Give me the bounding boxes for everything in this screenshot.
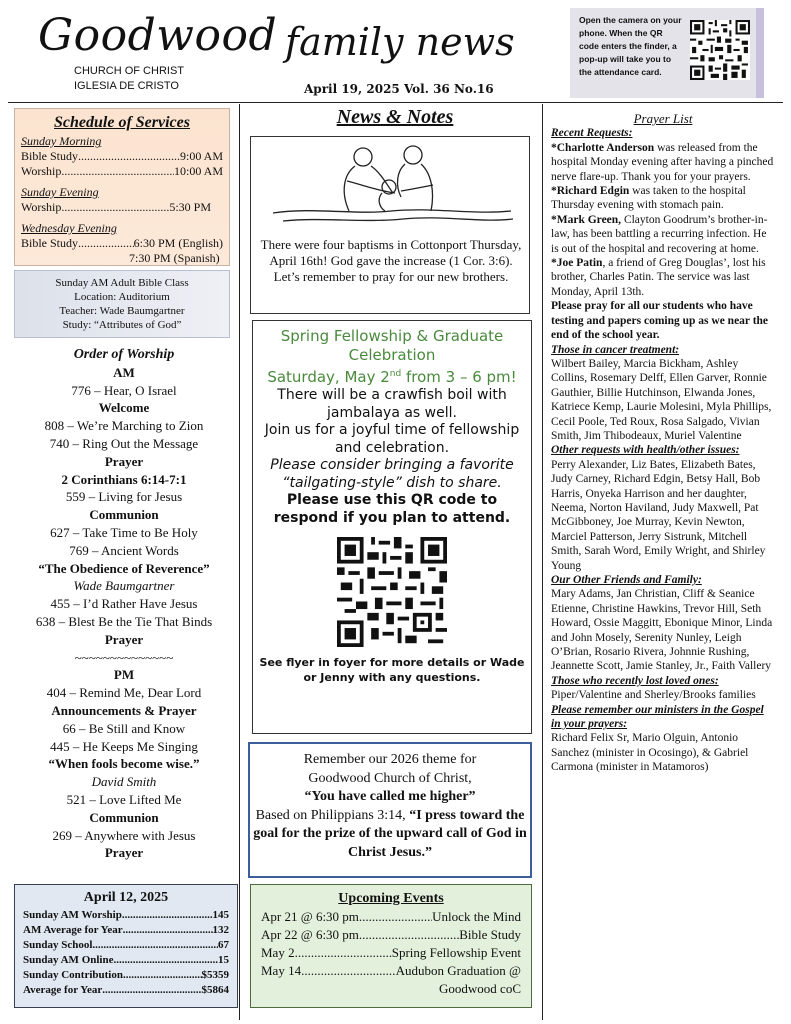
fellowship-qr-note: Please use this QR code to respond if you plan to attend. <box>273 492 511 526</box>
prayer-request: *Joe Patin, a friend of Greg Douglas’, lost his brother, Charles Patin. The service was last Monday, April 13th. <box>551 257 766 298</box>
schedule-time: 7:30 PM (Spanish) <box>129 251 220 265</box>
pm-heading: PM <box>113 667 135 683</box>
attendance-qr-panel <box>570 8 764 98</box>
prayer-list <box>551 112 775 775</box>
baptism-notice <box>250 136 530 314</box>
issue-date: April 19, 2025 Vol. 36 No.16 <box>304 82 494 96</box>
sermon-title: “The Obedience of Reverence” <box>38 560 210 576</box>
stats-date: April 12, 2025 <box>83 890 169 905</box>
event-name: Spring Fellowship Event <box>391 945 521 960</box>
cancer-heading: Those in cancer treatment: <box>551 343 680 356</box>
event-date: May 2 <box>261 945 295 960</box>
stat-row <box>23 968 229 983</box>
fellowship-footer: See flyer in foyer for more details or Wade or Jenny with any questions. <box>259 656 525 684</box>
speaker-name: David Smith <box>91 774 157 790</box>
schedule-time: 10:00 AM <box>173 164 223 178</box>
sunday-morning-heading: Sunday Morning <box>21 134 102 148</box>
schedule-title: Schedule of Services <box>54 114 190 131</box>
prayer-request: *Richard Edgin was taken to the hospital Thursday evening with stomach pain. <box>551 185 746 212</box>
adult-class-location: Location: Auditorium <box>74 291 170 303</box>
upcoming-events-box <box>250 884 532 1008</box>
health-heading: Other requests with health/other issues: <box>551 444 740 457</box>
schedule-time: 9:00 AM <box>179 149 223 163</box>
worship-item: 2 Corinthians 6:14-7:1 <box>61 471 187 487</box>
theme-scripture: Based on Philippians 3:14, “I press toward the goal for the prize of the upward call of God in Christ Jesus.” <box>253 807 527 860</box>
events-title: Upcoming Events <box>338 891 444 906</box>
schedule-time: 6:30 PM (English) <box>133 236 223 250</box>
adult-class-title: Sunday AM Adult Bible Class <box>55 277 189 289</box>
sermon-title: “When fools become wise.” <box>48 756 200 772</box>
schedule-time: 5:30 PM <box>169 200 211 214</box>
fellowship-invite: Join us for a joyful time of fellowship and celebration. <box>264 422 520 456</box>
event-row <box>261 962 521 980</box>
schedule-row <box>21 200 223 215</box>
worship-item: 769 – Ancient Words <box>69 542 179 558</box>
schedule-label: Worship <box>21 200 62 214</box>
ministers-heading: Please remember our ministers in the Gospel in your prayers: <box>551 703 764 731</box>
stat-value: $5359 <box>201 969 229 981</box>
theme-line-1: Remember our 2026 theme for <box>303 752 477 767</box>
event-name: Bible Study <box>459 927 521 942</box>
order-of-worship <box>8 346 240 862</box>
students-request: Please pray for all our students who have testing and papers coming up as we near the end of the school year. <box>551 300 769 342</box>
friends-list: Mary Adams, Jan Christian, Cliff & Seanice Etienne, Christine Hawkins, Trevor Hill, Seth Howard, Ossie Maggitt, Ebonique Minor, Linda and John Mosely, Serenity Nunley, Leigh O’Brian, Rosario Rivera, Johnnie Rushing, Jeannette Scott, Jamie Stanley, Jr., Faith Vallery <box>551 588 773 673</box>
event-row <box>261 908 521 926</box>
stat-value: 15 <box>218 954 229 966</box>
schedule-row <box>21 236 223 251</box>
yearly-theme-box <box>248 742 532 878</box>
stat-label: Average for Year <box>23 984 103 996</box>
worship-item: Announcements & Prayer <box>51 702 197 718</box>
worship-item: Welcome <box>98 400 150 416</box>
ministers-list: Richard Felix Sr, Mario Olguin, Antonio Sanchez (minister in Ocosingo), & Gabriel Carmona (minister in Matamoros) <box>551 732 749 774</box>
prayer-request: *Mark Green, Clayton Goodrum’s brother-in-law, has been battling a recurring infection. He is out of the hospital and recovering at home. <box>551 213 768 255</box>
fellowship-date: Saturday, May 2nd from 3 – 6 pm! <box>267 368 517 386</box>
health-list: Perry Alexander, Liz Bates, Elizabeth Bates, Judy Carney, Richard Edgin, Betsy Hall, Bob Harris, Onyeka Harrison and her daughter, Neema, Norton Haviland, Judy Maxwell, Pat McGibboney, Joe Murray, Kevin Newton, Marciel Patterson, Jerry Sistrunk, Mitchell Smith, Sarah Word, Emily Wright, and Shirley Young <box>551 458 766 572</box>
fellowship-dish: Please consider bringing a favorite “tailgating-style” dish to share. <box>270 457 514 491</box>
adult-class-study: Study: “Attributes of God” <box>62 319 182 331</box>
worship-item: 521 – Love Lifted Me <box>66 791 182 807</box>
friends-heading: Our Other Friends and Family: <box>551 574 702 586</box>
event-location: Goodwood coC <box>439 981 521 996</box>
event-date: Apr 22 @ 6:30 pm <box>261 927 359 942</box>
sunday-evening-heading: Sunday Evening <box>21 185 99 199</box>
stat-label: AM Average for Year <box>23 924 123 936</box>
worship-item: 776 – Hear, O Israel <box>71 382 177 398</box>
worship-item: 638 – Blest Be the Tie That Binds <box>35 613 213 629</box>
worship-item: 404 – Remind Me, Dear Lord <box>46 685 202 701</box>
wednesday-evening-heading: Wednesday Evening <box>21 221 117 235</box>
header-divider <box>8 102 783 103</box>
stat-value: 145 <box>212 909 229 921</box>
fellowship-title: Spring Fellowship & Graduate Celebration <box>280 327 504 364</box>
stat-label: Sunday AM Online <box>23 954 114 966</box>
baptism-text: There were four baptisms in Cottonport Thursday, April 16th! God gave the increase (1 Cor. 3:6). Let’s remember to pray for our new brothers. <box>260 237 522 284</box>
schedule-label: Worship <box>21 164 62 178</box>
worship-item: 455 – I’d Rather Have Jesus <box>50 596 198 612</box>
schedule-label: Bible Study <box>21 149 79 163</box>
baptism-illustration-icon <box>263 141 519 235</box>
newsletter-church-title: Goodwood <box>38 10 278 61</box>
stat-label: Sunday AM Worship <box>23 909 122 921</box>
stat-row <box>23 923 229 938</box>
order-separator: ~~~~~~~~~~~~~~ <box>74 649 174 665</box>
worship-item: 66 – Be Still and Know <box>62 720 186 736</box>
prayer-list-title: Prayer List <box>633 111 693 126</box>
stat-row <box>23 908 229 923</box>
recent-requests-heading: Recent Requests: <box>551 127 633 140</box>
theme-quote: “You have called me higher” <box>304 789 476 804</box>
order-title: Order of Worship <box>73 347 175 362</box>
stat-row <box>23 953 229 968</box>
event-date: Apr 21 @ 6:30 pm <box>261 909 359 924</box>
stat-label: Sunday School <box>23 939 93 951</box>
speaker-name: Wade Baumgartner <box>73 578 175 594</box>
adult-bible-class-box <box>14 270 230 338</box>
adult-class-teacher: Teacher: Wade Baumgartner <box>59 305 185 317</box>
prayer-request: *Charlotte Anderson was released from the hospital Monday evening after having a pinched nerve flare-up. Thank you for your prayers. <box>551 141 774 183</box>
worship-item: 740 – Ring Out the Message <box>49 435 199 451</box>
stat-row <box>23 938 229 953</box>
worship-item: 269 – Anywhere with Jesus <box>52 827 196 843</box>
news-notes-title: News & Notes <box>336 106 454 128</box>
worship-item: Prayer <box>104 453 144 469</box>
fellowship-flyer <box>252 320 532 734</box>
worship-item: Prayer <box>104 845 144 861</box>
lost-loved-ones-list: Piper/Valentine and Sherley/Brooks families <box>551 689 756 702</box>
stat-row <box>23 983 229 998</box>
event-name: Unlock the Mind <box>432 909 521 924</box>
schedule-row <box>21 164 223 179</box>
worship-item: 808 – We’re Marching to Zion <box>44 418 204 434</box>
event-date: May 14 <box>261 963 302 978</box>
attendance-qr-code-icon[interactable] <box>690 17 750 83</box>
am-heading: AM <box>113 364 135 380</box>
schedule-row <box>21 149 223 164</box>
church-subtitle <box>74 64 184 94</box>
schedule-label: Bible Study <box>21 236 79 250</box>
event-row <box>261 944 521 962</box>
worship-item: Prayer <box>104 631 144 647</box>
lost-loved-ones-heading: Those who recently lost loved ones: <box>551 674 719 687</box>
rsvp-qr-code-icon[interactable] <box>337 537 447 647</box>
stat-value: $5864 <box>201 984 229 996</box>
newsletter-title: family news <box>285 20 515 64</box>
worship-item: Communion <box>89 507 159 523</box>
qr-instructions: Open the camera on your phone. When the QR code enters the finder, a pop-up will take you to the attendance card. <box>579 15 682 77</box>
event-row <box>261 926 521 944</box>
worship-item: 445 – He Keeps Me Singing <box>50 738 198 754</box>
attendance-stats-box <box>14 884 238 1008</box>
theme-line-2: Goodwood Church of Christ, <box>308 770 472 786</box>
schedule-of-services <box>14 108 230 266</box>
church-line-spanish: IGLESIA DE CRISTO <box>74 80 179 92</box>
worship-item: Communion <box>89 809 159 825</box>
worship-item: 559 – Living for Jesus <box>65 489 183 505</box>
stat-value: 132 <box>212 924 229 936</box>
worship-item: 627 – Take Time to Be Holy <box>50 524 198 540</box>
column-divider-right <box>542 104 543 1020</box>
cancer-list: Wilbert Bailey, Marcia Bickham, Ashley Collins, Rosemary Delff, Ellen Garver, Ronnie Gauthier, Billie Hutchinson, Elwanda Jones, Katriece Kemp, Laurie Molesini, Myla Phillips, Cecil Poole, Ted Roux, Rosa Salgado, Vivian Smith, Jim Thibodeaux, Muriel Valentine <box>551 357 772 442</box>
church-line-english: CHURCH OF CHRIST <box>74 65 184 77</box>
event-name: Audubon Graduation @ <box>395 963 521 978</box>
stat-value: 67 <box>218 939 229 951</box>
stat-label: Sunday Contribution <box>23 969 123 981</box>
fellowship-crawfish: There will be a crawfish boil with jambalaya as well. <box>277 387 507 421</box>
